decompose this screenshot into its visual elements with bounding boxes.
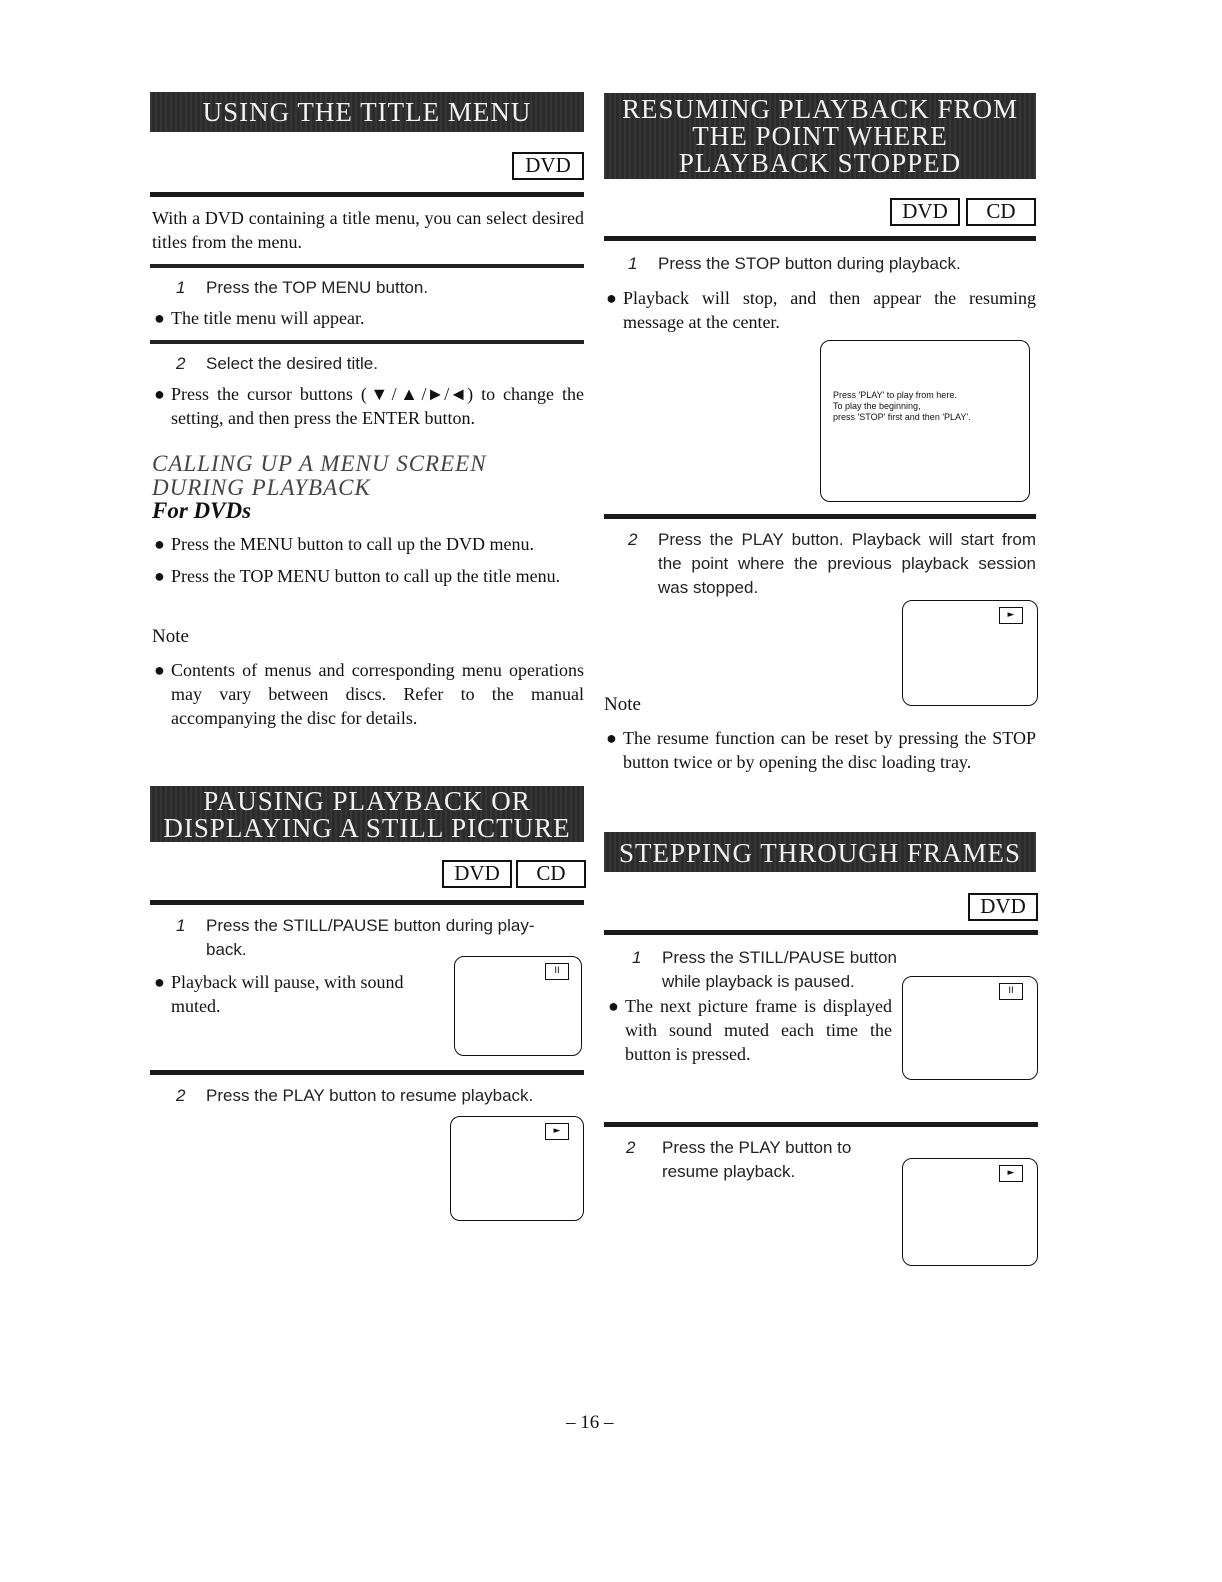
bullet-text: The resume function can be reset by pressing the STOP button twice or by opening the disc loading tray. [623,728,1036,772]
pausing-rule [150,900,584,905]
stepping-step1-bullet [608,994,892,1066]
bullet-text: The next picture frame is displayed with sound muted each time the button is pressed. [625,996,892,1064]
step-text: Press the STOP button during playback. [658,254,961,273]
stepping-step1 [632,946,932,994]
stepping-banner: STEPPING THROUGH FRAMES [604,832,1036,872]
title-menu-note-bullet [154,658,584,730]
page-number: – 16 – [566,1412,614,1433]
pausing-step1 [176,914,584,962]
title-menu-dvd-badge: DVD [512,152,584,180]
resuming-cd-badge: CD [966,198,1036,226]
bullet-text: Playback will pause, with sound muted. [171,972,404,1016]
bullet-text: Contents of menus and corresponding menu operations may vary between discs. Refer to the manual accompanying the disc for details. [171,660,584,728]
resume-osd-message [833,390,971,423]
stepping-rule [604,930,1038,935]
title-menu-banner: USING THE TITLE MENU [150,92,584,132]
title-menu-step2 [176,352,584,376]
banner-line: PAUSING PLAYBACK OR [203,786,531,816]
bullet-icon: ● [154,384,165,404]
bullet-text: The title menu will appear. [171,308,365,328]
bullet-text: Playback will stop, and then appear the resuming message at the center. [623,288,1036,332]
title-menu-step2-bullet [154,382,584,430]
step-number: 2 [626,1138,636,1157]
menu-subhead-line2: DURING PLAYBACK [152,475,371,500]
resuming-banner [604,93,1036,179]
pause-screen [454,956,582,1056]
pausing-dvd-badge: DVD [442,860,512,888]
stepping-pause-screen [902,976,1038,1080]
stepping-play-screen [902,1158,1038,1266]
resume-message-screen [820,340,1030,502]
banner-line: RESUMING PLAYBACK FROM [621,94,1019,124]
bullet-icon: ● [608,996,619,1016]
bullet-icon: ● [154,534,165,554]
pausing-step2 [176,1084,584,1108]
osd-line: To play the beginning, [833,401,921,411]
play-icon: ► [545,1123,569,1140]
play-screen [450,1116,584,1221]
resuming-rule [604,236,1036,241]
resuming-note-label: Note [604,694,641,715]
step-text: while playback is paused. [662,972,855,991]
pause-icon: II [999,983,1023,1000]
resuming-step2-rule [604,514,1036,519]
pausing-cd-badge: CD [516,860,586,888]
pause-icon: II [545,963,569,980]
bullet-icon: ● [154,972,165,992]
step-number: 1 [176,916,186,935]
resuming-dvd-badge: DVD [890,198,960,226]
resume-play-screen [902,600,1038,706]
step-number: 2 [176,354,186,373]
step-text: resume playback. [662,1162,796,1181]
resuming-step1 [628,252,1036,276]
stepping-dvd-badge: DVD [968,893,1038,921]
osd-line: Press 'PLAY' to play from here. [833,390,957,400]
step-text: Press the PLAY button to [662,1138,852,1157]
step-number: 2 [176,1086,186,1105]
step-number: 2 [628,530,638,549]
pausing-step1-bullet [154,970,440,1018]
bullet-icon: ● [154,308,165,328]
banner-line: PLAYBACK STOPPED [678,148,962,178]
step1-rule [150,264,584,268]
bullet-text: Press the TOP MENU button to call up the title menu. [171,566,561,586]
step-text: Press the PLAY button to resume playback. [206,1086,534,1105]
menu-bullet-2 [154,564,584,588]
resuming-note-bullet [606,726,1036,774]
step-text: Press the PLAY button. Playback will start from the point where the previous playback session was stopped. [658,530,1036,597]
bullet-text: Press the MENU button to call up the DVD menu. [171,534,534,554]
step-text: Press the TOP MENU button. [206,278,429,297]
title-menu-step1 [176,276,584,300]
banner-line: DISPLAYING A STILL PICTURE [163,813,571,843]
stepping-step2 [626,1136,906,1184]
title-menu-note-label: Note [152,626,189,647]
pausing-step2-rule [150,1070,584,1075]
step-number: 1 [176,278,186,297]
bullet-icon: ● [154,660,165,680]
step-text: Press the STILL/PAUSE button during play- [206,916,535,935]
bullet-icon: ● [154,566,165,586]
bullet-icon: ● [606,288,617,308]
menu-subhead-line1: CALLING UP A MENU SCREEN [152,451,487,476]
bullet-text: Press the cursor buttons (▼/▲/►/◄) to change the setting, and then press the ENTER button. [171,384,584,428]
osd-line: press 'STOP' first and then 'PLAY'. [833,412,971,422]
step-text: Select the desired title. [206,354,378,373]
step-text: Press the STILL/PAUSE button [662,948,897,967]
step-number: 1 [632,948,642,967]
title-menu-intro: With a DVD containing a title menu, you can select desired titles from the menu. [152,208,584,252]
pausing-banner [150,786,584,842]
step2-rule [150,340,584,344]
step-text: back. [206,940,247,959]
menu-subhead-for-dvds: For DVDs [152,498,252,523]
resuming-step1-bullet [606,286,1036,334]
banner-line: THE POINT WHERE [692,121,948,151]
title-menu-rule [150,192,584,197]
play-icon: ► [999,607,1023,624]
play-icon: ► [999,1165,1023,1182]
menu-bullet-1 [154,532,584,556]
stepping-step2-rule [604,1122,1038,1127]
resuming-step2 [628,528,1036,600]
bullet-icon: ● [606,728,617,748]
step-number: 1 [628,254,638,273]
title-menu-step1-bullet [154,306,584,330]
